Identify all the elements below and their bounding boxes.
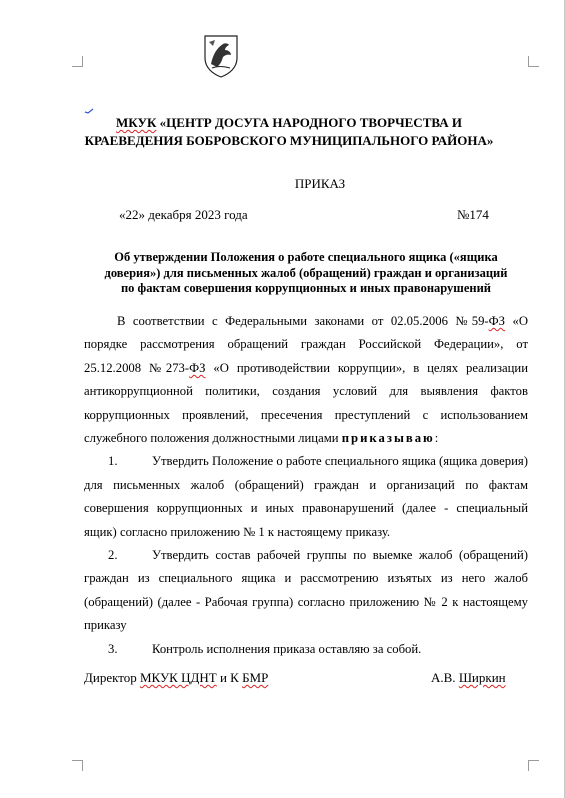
item-text: Утвердить состав рабочей группы по выемке жалоб (обращений) граждан из специального ящика и рассмотрению изъятых из него жалоб (обращений) (далее - Рабочая группа) согласно приложению № 2 к настоящему приказу xyxy=(84,548,528,633)
preamble-text: «О противодействии коррупции», в целях реализации антикоррупционной политики, создания условий для выявления фактов коррупционных проявлений, пресечения преступлений с использованием служебного положения должностными лицами xyxy=(84,360,528,446)
org-abbr: МКУК ЦДНТ xyxy=(140,670,217,685)
order-item xyxy=(84,638,528,661)
margin-corner-bottom-left xyxy=(72,760,83,771)
document-date: «22» декабря 2023 года xyxy=(119,207,248,222)
item-text: Контроль исполнения приказа оставляю за собой. xyxy=(152,641,422,656)
order-item xyxy=(84,544,528,638)
district-abbr: БМР xyxy=(242,670,269,685)
preamble-text: В соответствии с Федеральными законами от 02.05.2006 №59- xyxy=(117,314,489,328)
org-line-1-rest: «ЦЕНТР ДОСУГА НАРОДНОГО ТВОРЧЕСТВА И xyxy=(156,115,462,130)
organization-line-1 xyxy=(70,114,508,132)
item-number: 3. xyxy=(108,641,118,656)
position-text: и К xyxy=(216,670,243,685)
order-keyword: приказываю xyxy=(341,431,435,446)
order-item xyxy=(84,450,528,544)
organization-line-2: КРАЕВЕДЕНИЯ БОБРОВСКОГО МУНИЦИПАЛЬНОГО РАЙОНА» xyxy=(84,133,494,148)
coat-of-arms-icon xyxy=(203,34,239,78)
surname: Ширкин xyxy=(458,670,506,685)
subject-line: Об утверждении Положения о работе специального ящика («ящика xyxy=(114,250,498,264)
item-text: Утвердить Положение о работе специального ящика (ящика доверия) для письменных жалоб (обращений) граждан и организаций по фактам совершения коррупционных и иных правонарушений (далее - специальный ящик) согласно приложению № 1 к настоящему приказу. xyxy=(84,454,528,539)
signature-position xyxy=(84,670,268,686)
document-body xyxy=(84,310,528,661)
name-initials: А.В. xyxy=(431,670,459,685)
item-number: 1. xyxy=(108,454,118,469)
margin-corner-top-right xyxy=(528,56,539,67)
preamble-text: «О порядке рассмотрения обращений граждан Российской Федерации», от 25.12.2008 №273- xyxy=(84,314,528,375)
law-abbr: ФЗ xyxy=(488,314,506,328)
law-abbr: ФЗ xyxy=(189,360,206,375)
position-text: Директор xyxy=(84,670,140,685)
document-title: ПРИКАЗ xyxy=(294,176,346,191)
margin-corner-bottom-right xyxy=(528,760,539,771)
org-abbr: МКУК xyxy=(116,115,157,130)
preamble-end: : xyxy=(434,431,439,446)
item-number: 2. xyxy=(108,548,118,563)
document-number: №174 xyxy=(457,207,489,222)
margin-corner-top-left xyxy=(72,56,83,67)
document-subject xyxy=(84,250,528,297)
subject-line: по фактам совершения коррупционных и иных правонарушений xyxy=(120,281,492,295)
signature-name xyxy=(431,670,506,686)
subject-line: доверия») для письменных жалоб (обращений) граждан и организаций xyxy=(104,265,508,280)
preamble-paragraph xyxy=(84,310,528,450)
